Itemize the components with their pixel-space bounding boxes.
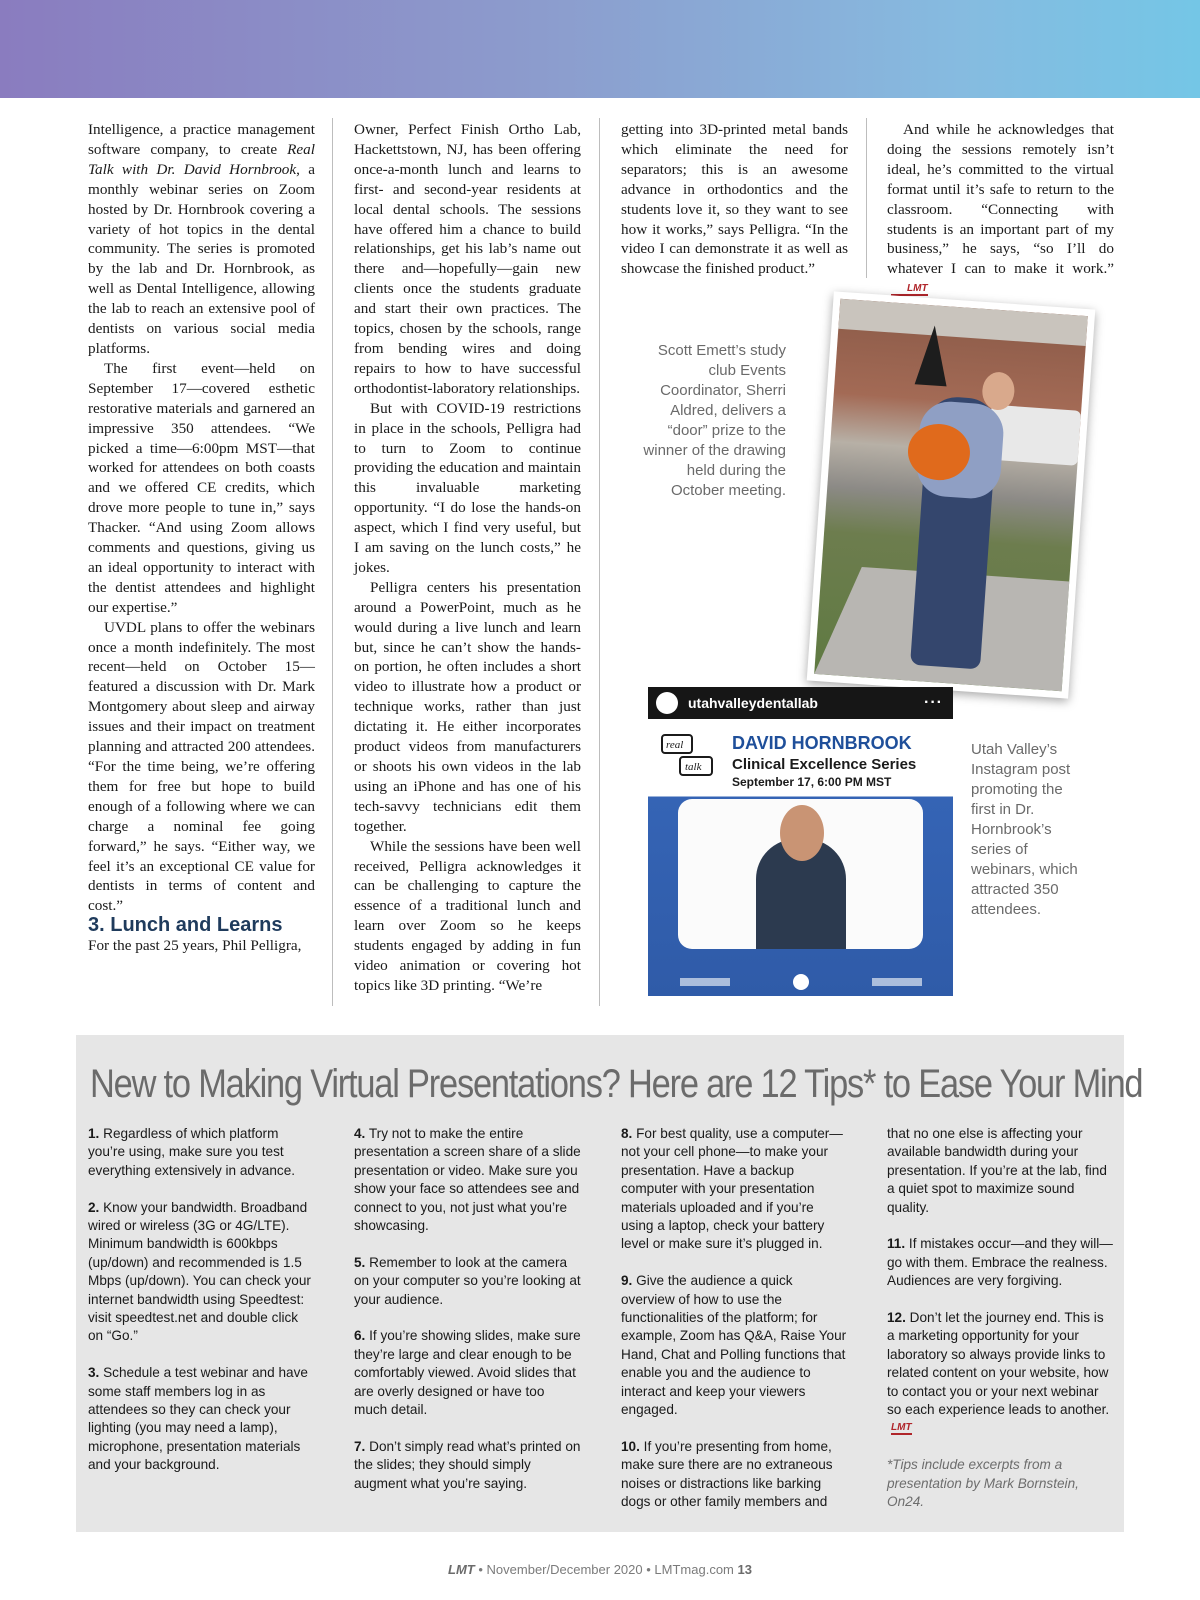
instagram-post [648,687,953,996]
tip-item: 5. Remember to look at the camera on your computer so you’re looking at your audience. [354,1254,581,1307]
article-paragraph: But with COVID-19 restrictions in place in the schools, Pelligra had to turn to Zoom to continue providing the education and maintain this invaluable marketing opportunity. “I do lose the hands-on aspect, which I find very useful, but I am saving on the lunch costs,” he jokes. [354,399,581,576]
photo-sky [838,299,1087,346]
tip-text: 12. Don’t let the journey end. This is a marketing opportunity for your laboratory so always provide links to related content on your website, how to contact you or your next webinar so each experience leads to another. [887,1310,1110,1418]
article-paragraph: UVDL plans to offer the webinars once a month indefinitely. The most recent—held on October 15—featured a discussion with Dr. Mark Montgomery about sleep and airway issues and their impact on treatment planning and attracted 200 attendees. “For the time being, we’re offering them for free but hope to build enough of a following where we can charge a nominal fee going forward,” he says. “Either way, we feel it’s an exceptional CE value for dentists in terms of content and cost.” [88,618,315,915]
instagram-post-header [648,687,953,719]
article-paragraph: For the past 25 years, Phil Pelligra, [88,937,302,955]
promo-subtitle: Clinical Excellence Series [732,756,917,773]
section-heading: 3. Lunch and Learns [88,914,283,937]
tip-item: 9. Give the audience a quick overview of how to use the functionalities of the platform; for example, Zoom has Q&A, Raise Your Hand, Chat and Polling functions that enable you and the audience to interact and keep your viewers engaged. [621,1273,847,1418]
column-divider [866,118,867,278]
dental-intelligence-logo [793,974,809,990]
instagram-caption: Utah Valley’s Instagram post promoting the first in Dr. Hornbrook’s series of webinars, which attracted 350 attendees. [971,741,1078,918]
article-paragraph: Owner, Perfect Finish Ortho Lab, Hackettstown, NJ, has been offering once-a-month lunch and learns to first- and second-year residents at local dental schools. The sessions have offered him a chance to build relationships, get his lab’s name out there and—hopefully—gain new clients once the students graduate and start their own practices. The topics, chosen by the schools, range from bending wires and doing repairs to how to have successful orthodontist-laboratory relationships. [354,121,581,397]
instagram-post-image [648,719,953,996]
more-options-icon: ··· [924,694,943,711]
tips-column-2 [354,1125,581,1511]
lmt-end-mark: LMT [891,284,928,296]
photo-caption: Scott Emett’s study club Events Coordinator, Sherri Aldred, delivers a “door” prize to the winner of the drawing held during the October meeting. [643,342,786,499]
presenter-photo [678,799,923,949]
page-folio [0,1562,1200,1577]
tip-item: 4. Try not to make the entire presentation a screen share of a slide presentation or video. Make sure you show your face so attendees see and connect to you, not just what you’re showcasing. [354,1126,581,1234]
event-photo-frame [807,291,1096,698]
article-paragraph [887,120,1114,299]
tip-item: 10. If you’re presenting from home, make sure there are no extraneous noises or distractions like barking dogs or other family members and [621,1438,833,1510]
article-paragraph: Intelligence, a practice management software company, to create Real Talk with Dr. David Hornbrook, a monthly webinar series on Zoom hosted by Dr. Hornbrook covering a variety of hot topics in the dental community. The series is promoted by the lab and Dr. Hornbrook, as well as Dental Intelligence, allowing the lab to reach an extensive pool of dentists on various social media platforms. [88,121,315,357]
folio-issue: November/December 2020 [486,1562,643,1577]
tips-column-4 [887,1125,1114,1530]
logo-word-real: real [666,739,684,751]
folio-separator: • [478,1562,483,1577]
promo-title: DAVID HORNBROOK [732,733,912,753]
tips-column-3 [621,1125,848,1530]
tips-footnote: *Tips include excerpts from a presentation by Mark Bornstein, On24. [887,1457,1079,1510]
promo-date: September 17, 6:00 PM MST [732,775,892,789]
article-column-4 [887,120,1114,299]
folio-site: LMTmag.com [654,1562,734,1577]
tip-item: 11. If mistakes occur—and they will—go with them. Embrace the realness. Audiences are very forgiving. [887,1236,1113,1289]
tip-item: 6. If you’re showing slides, make sure they’re large and clear enough to be comfortably viewed. Avoid slides that are overly designed or have too much detail. [354,1328,581,1418]
real-talk-logo [660,733,716,783]
hornbrook-logo [872,978,922,986]
column-divider [332,118,333,1006]
instagram-handle: utahvalleydentallab [688,695,818,711]
event-photo [814,299,1088,691]
folio-brand: LMT [448,1562,475,1577]
article-column-3 [621,120,848,279]
article-paragraph: The first event—held on September 17—covered esthetic restorative materials and garnered an impressive 350 attendees. “We picked a time—6:00pm MST—that worked for attendees on both coasts and we offered CE credits, which drove more people to tune in,” says Thacker. “And using Zoom allows comments and questions, giving us an ideal opportunity to interact with the dentist attendees and highlight our expertise.” [88,359,315,616]
article-column-1 [88,120,315,956]
uvdl-avatar [656,692,678,714]
tip-item: 3. Schedule a test webinar and have some staff members log in as attendees so they can check your lighting (you may need a lamp), microphone, presentation materials and your background. [88,1365,308,1473]
tip-item [887,1309,1114,1438]
tip-item: 7. Don’t simply read what’s printed on the slides; they should simply augment what you’re saying. [354,1438,581,1491]
article-paragraph: getting into 3D-printed metal bands which eliminate the need for separators; this is an awesome advance in orthodontics and the students love it, so they want to see how it works,” says Pelligra. “In the video I can demonstrate it as well as showcase the finished product.” [621,121,848,278]
article-paragraph: Pelligra centers his presentation around a PowerPoint, much as he would during a live lunch and learn but, since he can’t show the hands-on portion, he often includes a short video to illustrate how a product or technique works, rather than just dictating it. He either incorporates product videos from manufacturers or shoots his own videos in the lab using an iPhone and has one of his tech-savvy technicians edit them together. [354,578,581,835]
logo-word-talk: talk [685,761,702,773]
article-column-2 [354,120,581,996]
lmt-end-mark: LMT [891,1422,912,1434]
article-paragraph: While the sessions have been well received, Pelligra acknowledges it can be challenging to capture the essence of a traditional lunch and learn over Zoom so he keeps students engaged by adding in fun video animation or covering hot topics like 3D printing. “We’re [354,837,581,994]
column-divider [599,118,600,1006]
tips-column-1 [88,1125,315,1493]
page-number: 13 [737,1562,752,1577]
witch-hat-icon [915,324,951,386]
header-gradient-band [0,0,1200,98]
sponsor-logos [648,968,953,996]
tip-item: 8. For best quality, use a computer—not your cell phone—to make your presentation. Have a backup computer with your presentation materials uploaded and if you’re using a laptop, check your battery level or make sure it’s plugged in. [621,1126,843,1252]
folio-separator: • [646,1562,651,1577]
uvdl-logo [680,978,730,986]
tip-item: 2. Know your bandwidth. Broadband wired or wireless (3G or 4G/LTE). Minimum bandwidth is 600kbps (up/down) and recommended is 1.5 Mbps (up/down). You can check your internet bandwidth using Speedtest: visit speedtest.net and double click on “Go.” [88,1199,311,1344]
sidebar-title: New to Making Virtual Presentations? Here are 12 Tips* to Ease Your Mind [90,1062,1143,1106]
tip-item: 1. Regardless of which platform you’re using, make sure you test everything extensively in advance. [88,1126,296,1178]
tips-sidebar [76,1035,1143,1532]
article-text: And while he acknowledges that doing the sessions remotely isn’t ideal, he’s committed to the virtual format until it’s safe to return to the classroom. “Connecting with students is an important part of my business,” he says, “so I’ll do whatever I can to make it work.” [887,121,1114,278]
tip-item: that no one else is affecting your available bandwidth during your presentation. If you’re at the lab, find a quiet spot to maximize sound quality. [887,1126,1107,1215]
presenter-face [780,805,824,861]
